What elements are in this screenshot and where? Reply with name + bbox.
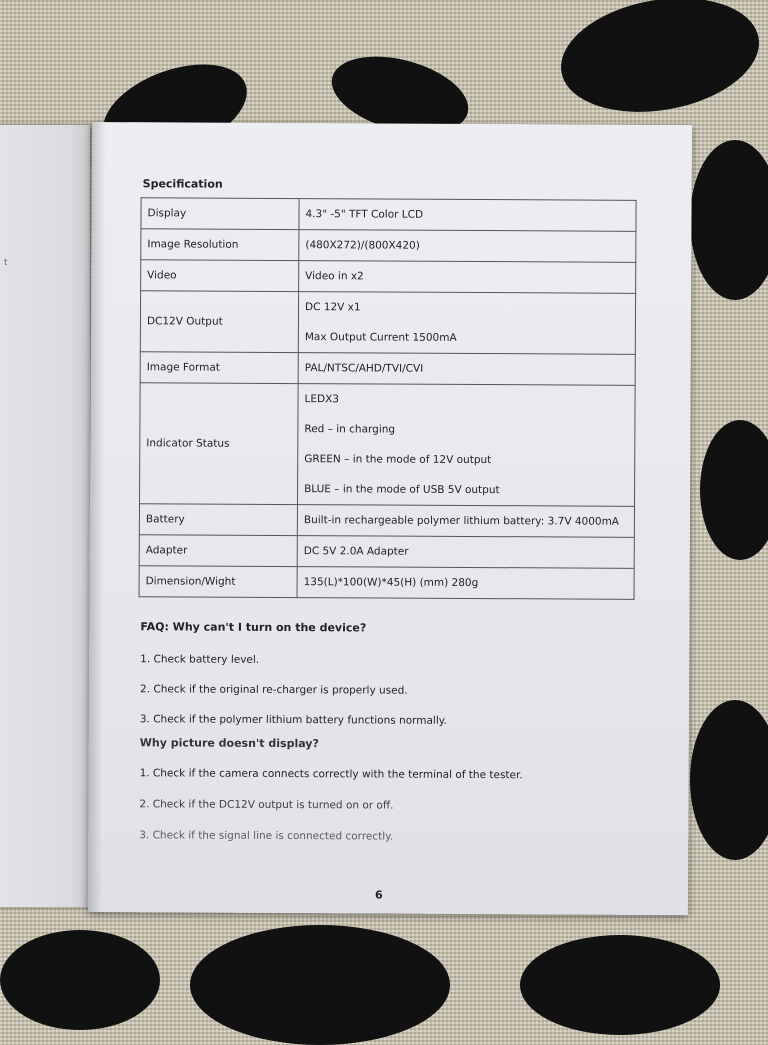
faq-answer-1-2: 2. Check if the original re-charger is properly used. xyxy=(139,683,408,697)
spec-value xyxy=(299,261,636,294)
spec-value-line: Built-in rechargeable polymer lithium battery: 3.7V 4000mA xyxy=(303,514,620,528)
spec-value-line: 135(L)*100(W)*45(H) (mm) 280g xyxy=(303,576,479,590)
left-page-mark: t xyxy=(4,258,8,268)
spec-value-line: PAL/NTSC/AHD/TVI/CVI xyxy=(304,362,424,375)
spec-row xyxy=(141,260,636,294)
fabric-pattern-blob xyxy=(190,925,450,1045)
spec-key: Video xyxy=(141,260,299,292)
fabric-pattern-blob xyxy=(700,420,768,560)
spec-value-line: Max Output Current 1500mA xyxy=(304,331,457,344)
spec-title: Specification xyxy=(142,177,223,191)
spec-key: Indicator Status xyxy=(140,383,299,505)
spec-value-line: Red – in charging xyxy=(304,423,396,436)
faq-question-2: Why picture doesn't display? xyxy=(139,736,319,751)
manual-page xyxy=(88,122,692,915)
faq-answer-1-1: 1. Check battery level. xyxy=(140,653,260,666)
spec-key: Adapter xyxy=(139,535,297,567)
spec-value xyxy=(299,230,636,263)
spec-value-line: Video in x2 xyxy=(305,270,364,283)
spec-row xyxy=(141,229,636,263)
fabric-pattern-blob xyxy=(552,0,768,127)
left-page xyxy=(0,125,90,907)
spec-value xyxy=(297,505,634,538)
spec-value xyxy=(297,384,635,507)
spec-value xyxy=(299,199,636,232)
spec-value-line: DC 5V 2.0A Adapter xyxy=(303,545,409,558)
spec-row xyxy=(140,291,635,355)
fabric-pattern-blob xyxy=(0,930,160,1030)
faq-answer-2-3: 3. Check if the signal line is connected correctly. xyxy=(139,829,394,843)
spec-value xyxy=(298,292,635,355)
spec-row xyxy=(140,383,636,507)
spec-table xyxy=(139,197,637,600)
faq-question-1: FAQ: Why can't I turn on the device? xyxy=(140,620,367,635)
spec-value-line: BLUE – in the mode of USB 5V output xyxy=(304,483,500,497)
spec-key: Image Format xyxy=(140,352,298,384)
spec-key: Battery xyxy=(139,504,297,536)
spec-value-line: 4.3" -5" TFT Color LCD xyxy=(305,208,424,221)
faq-answer-2-1: 1. Check if the camera connects correctly with the terminal of the tester. xyxy=(139,767,523,782)
page-gutter-shadow xyxy=(88,122,106,912)
spec-value xyxy=(297,567,634,600)
spec-row xyxy=(141,198,636,232)
spec-value-line: DC 12V x1 xyxy=(305,301,361,314)
spec-key: Image Resolution xyxy=(141,229,299,261)
spec-key: Display xyxy=(141,198,299,230)
fabric-pattern-blob xyxy=(520,935,720,1035)
spec-row xyxy=(139,504,634,538)
fabric-pattern-blob xyxy=(690,700,768,860)
spec-value-line: GREEN – in the mode of 12V output xyxy=(304,453,492,467)
spec-value-line: (480X272)/(800X420) xyxy=(305,239,420,252)
spec-key: Dimension/Wight xyxy=(139,566,297,598)
spec-value xyxy=(298,353,635,386)
page-number: 6 xyxy=(374,888,383,902)
spec-row xyxy=(139,566,634,600)
faq-answer-1-3: 3. Check if the polymer lithium battery functions normally. xyxy=(139,713,447,727)
spec-row xyxy=(139,535,634,569)
spec-key: DC12V Output xyxy=(140,291,298,353)
spec-value-line: LEDX3 xyxy=(304,393,340,406)
spec-row xyxy=(140,352,635,386)
spec-value xyxy=(297,536,634,569)
faq-answer-2-2: 2. Check if the DC12V output is turned on or off. xyxy=(139,798,394,812)
fabric-pattern-blob xyxy=(690,140,768,300)
